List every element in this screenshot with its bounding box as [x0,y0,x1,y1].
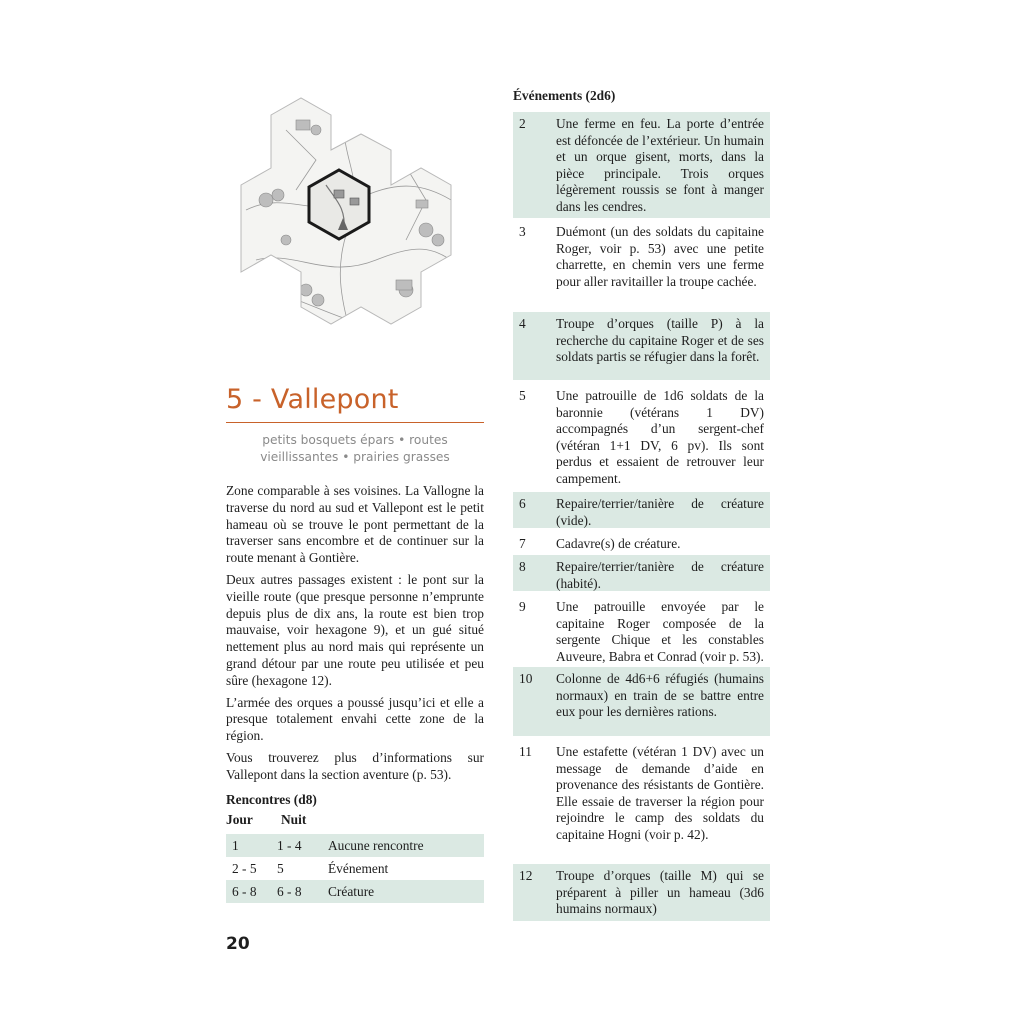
encounters-header [226,812,484,828]
terrain-tags-line-2: vieillissantes • prairies grasses [260,450,450,464]
current-hex-marker [309,170,369,239]
table-row [513,220,770,308]
event-description: Repaire/terrier/tanière de créature (habité). [556,559,764,591]
event-roll: 12 [519,868,533,883]
event-roll: 5 [519,388,526,403]
event-roll: 6 [519,496,526,511]
table-row [513,667,770,736]
table-row [513,555,770,591]
hex-map-illustration [226,90,484,360]
event-roll: 11 [519,744,532,759]
event-roll: 8 [519,559,526,574]
event-description: Repaire/terrier/tanière de créature (vide). [556,496,764,528]
encounters-col-night: Nuit [281,812,307,827]
table-row [513,595,770,663]
event-roll: 3 [519,224,526,239]
hex-title [226,378,484,423]
terrain-tags-line-1: petits bosquets épars • routes [262,433,448,447]
table-row [226,834,484,857]
table-row [226,857,484,880]
encounter-night: 1 - 4 [277,837,302,853]
table-row [513,740,770,860]
event-description: Une patrouille de 1d6 soldats de la baronnie (vétérans 1 DV) accompagnés d’un sergent-chef (vétéran 1+1 DV, 6 pv). Ils sont perdus et essaient de retrouver leur campement. [556,388,764,486]
encounter-result: Aucune rencontre [328,837,424,853]
event-roll: 9 [519,599,526,614]
events-title: Événements (2d6) [513,88,616,103]
description-paragraph: Deux autres passages existent : le pont sur la vieille route (que presque personne n’emprunte depuis plus de dix ans, la route est bien trop mauvaise, voir hexagone 9), et un gué situé nettement plus au nord mais qui représente un grand détour par une route peu utilisée et peu sûre (hexagone 12). [226,571,484,688]
event-description: Colonne de 4d6+6 réfugiés (humains normaux) en train de se battre entre eux pour les dernières rations. [556,671,764,720]
event-description: Une patrouille envoyée par le capitaine Roger composée de la sergente Chique et les constables Auveure, Babra et Conrad (voir p. 53). [556,599,764,664]
event-description: Troupe d’orques (taille P) à la recherche du capitaine Roger et de ses soldats partis se réfugier dans la forêt. [556,316,764,365]
description-paragraph: Vous trouverez plus d’informations sur Vallepont dans la section aventure (p. 53). [226,749,484,782]
encounter-result: Créature [328,883,375,899]
table-row [226,880,484,903]
encounter-night: 5 [277,860,284,876]
event-description: Troupe d’orques (taille M) qui se préparent à piller un hameau (3d6 humains normaux) [556,868,764,917]
encounter-day: 6 - 8 [232,883,257,899]
encounters-table [226,834,484,903]
table-row [513,112,770,218]
table-row [513,532,770,551]
event-roll: 10 [519,671,533,686]
description-paragraph: L’armée des orques a poussé jusqu’ici et elle a presque totalement envahi cette zone de la région. [226,694,484,744]
encounter-night: 6 - 8 [277,883,302,899]
hex-title-text: 5 - Vallepont [226,384,399,415]
event-description: Une estafette (vétéran 1 DV) avec un message de demande d’aide en provenance des résistants de Gontière. Elle essaie de traverser la région pour rejoindre le camp des soldats du capitaine Hogni (voir p. 42). [556,744,764,842]
event-description: Cadavre(s) de créature. [556,536,681,551]
encounters-col-day: Jour [226,812,253,827]
hex-description [226,483,484,789]
encounter-day: 2 - 5 [232,860,257,876]
table-row [513,312,770,380]
encounters-title: Rencontres (d8) [226,792,317,807]
event-roll: 2 [519,116,526,131]
table-row [513,492,770,528]
event-roll: 4 [519,316,526,331]
page-number: 20 [226,934,250,954]
event-roll: 7 [519,536,526,551]
event-description: Duémont (un des soldats du capitaine Roger, voir p. 53) avec une petite charrette, en chemin vers une ferme pour aller ravitailler la troupe cachée. [556,224,764,289]
table-row [513,864,770,921]
encounter-day: 1 [232,837,239,853]
event-description: Une ferme en feu. La porte d’entrée est défoncée de l’extérieur. Un humain et un orque gisent, morts, dans la pièce principale. Trois orques légèrement roussis se font à manger dans les cendres. [556,116,764,214]
table-row [513,384,770,488]
description-paragraph: Zone comparable à ses voisines. La Vallogne la traverse du nord au sud et Vallepont est le petit hameau où se trouve le pont permettant de la traverser sans encombre et de continuer sur la route menant à Gontière. [226,483,484,566]
terrain-tags [226,432,484,466]
encounter-result: Événement [328,860,389,876]
